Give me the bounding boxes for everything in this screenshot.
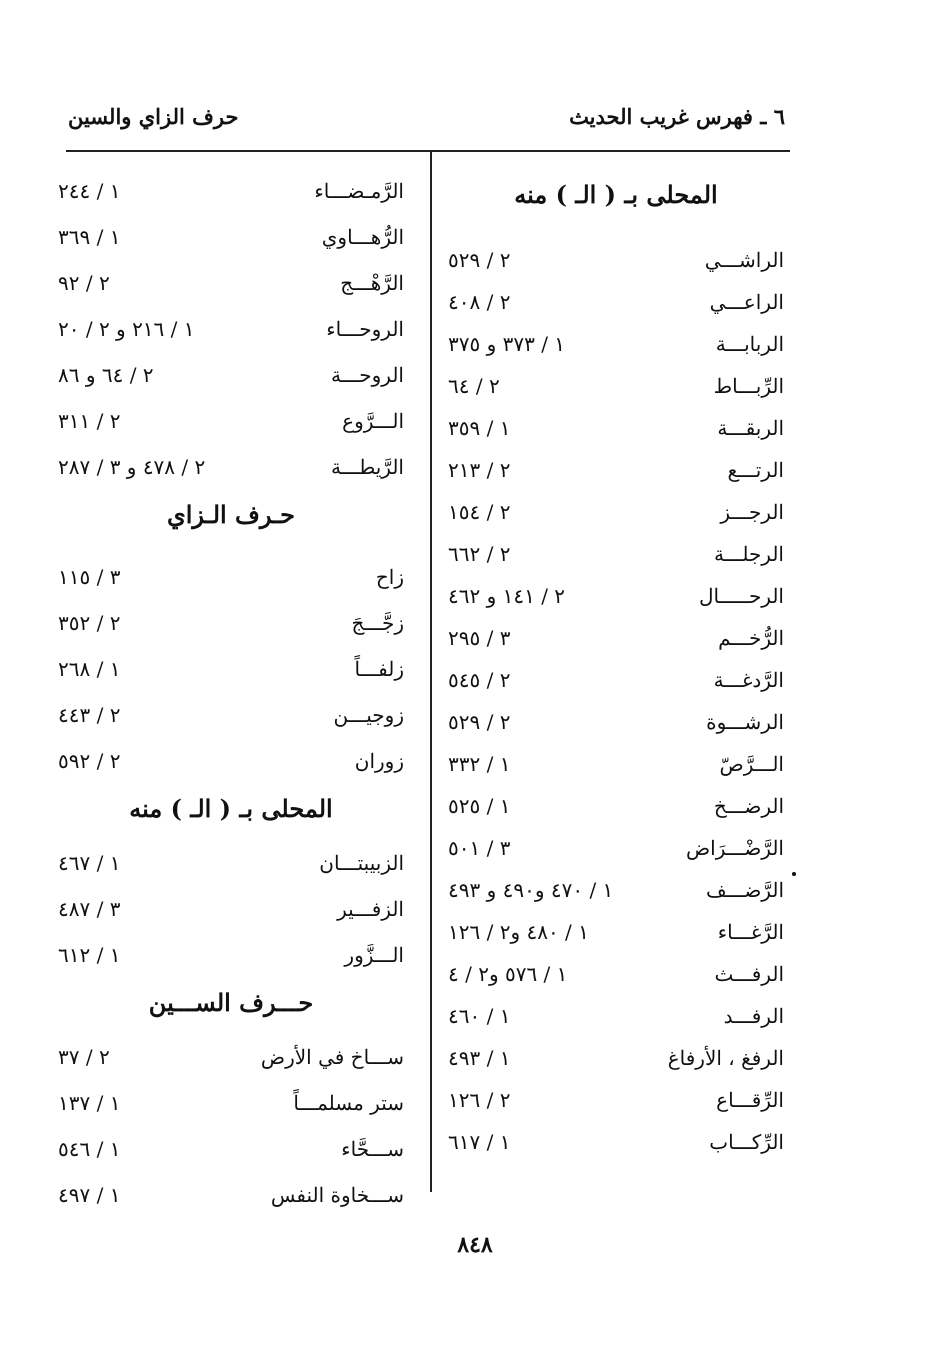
entry-reference: ١ / ٤٦٧ xyxy=(58,851,121,875)
entry-term: زاح xyxy=(375,565,404,589)
entry-term: الـــرَّصّ xyxy=(719,752,784,776)
entry-term: الـــزَّور xyxy=(344,943,404,967)
entry-term: زجَّـــجَ xyxy=(351,611,404,635)
entry-term: الرِّقـــاع xyxy=(716,1088,784,1112)
entry-reference: ٢ / ١٢٦ xyxy=(448,1088,511,1112)
entry-reference: ٢ / ٦٦٢ xyxy=(448,542,511,566)
entry-reference: ١ / ٥٤٦ xyxy=(58,1137,121,1161)
entry-reference: ٢ / ٦٤ xyxy=(448,374,500,398)
entry-reference: ١ / ٣٦٩ xyxy=(58,225,121,249)
left-entries-top xyxy=(58,168,404,490)
index-entry xyxy=(58,554,404,600)
index-entry xyxy=(448,491,784,533)
entry-term: الزفـــير xyxy=(337,897,404,921)
entry-reference: ١ / ٢٤٤ xyxy=(58,179,121,203)
entry-term: الربقـــة xyxy=(717,416,784,440)
entry-term: زوجيـــن xyxy=(333,703,404,727)
index-entry xyxy=(58,1080,404,1126)
section-title-seen: حـــرف الســـين xyxy=(148,988,314,1017)
right-column xyxy=(448,175,784,1163)
index-entry xyxy=(448,953,784,995)
entry-term: الرِّكـــاب xyxy=(709,1130,784,1154)
index-entry xyxy=(448,827,784,869)
index-entry xyxy=(58,886,404,932)
entry-reference: ٣ / ٢٩٥ xyxy=(448,626,511,650)
entry-term: الرشـــوة xyxy=(706,710,784,734)
entry-term: الرُّخـــم xyxy=(718,626,784,650)
entry-term: ستر مسلمـــاً xyxy=(293,1091,404,1115)
entry-reference: ٢ / ٣٧ xyxy=(58,1045,110,1069)
entry-term: الـــرَّوع xyxy=(342,409,404,433)
entry-term: الرضـــخ xyxy=(713,794,784,818)
entry-reference: ١ / ٥٧٦ و٢ / ٤ xyxy=(448,962,568,986)
entry-term: الراعـــي xyxy=(709,290,784,314)
entry-term: ســـخاوة النفس xyxy=(270,1183,404,1207)
entry-reference: ٢ / ٤٠٨ xyxy=(448,290,511,314)
index-entry xyxy=(58,1034,404,1080)
index-entry xyxy=(58,1126,404,1172)
index-entry xyxy=(58,692,404,738)
index-entry xyxy=(58,646,404,692)
entry-term: الراشـــي xyxy=(704,248,784,272)
index-entry xyxy=(448,659,784,701)
entry-term: الرَّهْـــج xyxy=(340,271,404,295)
running-header-left: حرف الزاي والسين xyxy=(68,104,239,129)
seen-entries-list xyxy=(58,1034,404,1218)
index-entry xyxy=(58,932,404,978)
section-title-defined: المحلى بـ ( الـ ) منه xyxy=(514,180,718,209)
entry-term: الرحـــــال xyxy=(699,584,784,608)
entry-term: الروحـــة xyxy=(330,363,404,387)
section-title-zay: حـرف الـزاي xyxy=(166,500,296,529)
entry-reference: ١ / ١٣٧ xyxy=(58,1091,121,1115)
index-entry xyxy=(58,214,404,260)
column-divider xyxy=(430,152,432,1192)
index-entry xyxy=(58,444,404,490)
entry-reference: ١ / ٤٦٠ xyxy=(448,1004,511,1028)
index-entry xyxy=(448,1037,784,1079)
index-entry xyxy=(448,575,784,617)
entry-reference: ١ / ٦١٧ xyxy=(448,1130,511,1154)
index-entry xyxy=(58,352,404,398)
entry-reference: ٢ / ٤٤٣ xyxy=(58,703,121,727)
entry-reference: ١ / ٣٥٩ xyxy=(448,416,511,440)
entry-term: الرجـــز xyxy=(720,500,784,524)
index-entry xyxy=(448,239,784,281)
entry-reference: ٢ / ١٥٤ xyxy=(448,500,511,524)
entry-term: الرَّغـــاء xyxy=(717,920,784,944)
entry-reference: ١ / ٤٧٠ و٤٩٠ و ٤٩٣ xyxy=(448,878,614,902)
index-entry xyxy=(58,306,404,352)
entry-term: الرَّدغـــة xyxy=(713,668,784,692)
index-entry xyxy=(58,168,404,214)
entry-reference: ١ / ٥٢٥ xyxy=(448,794,511,818)
entry-reference: ٢ / ٥٤٥ xyxy=(448,668,511,692)
entry-term: الرُّهـــاوي xyxy=(321,225,404,249)
index-entry xyxy=(58,1172,404,1218)
index-entry xyxy=(448,869,784,911)
index-entry xyxy=(448,701,784,743)
index-entry xyxy=(448,995,784,1037)
entry-reference: ٢ / ٣٥٢ xyxy=(58,611,121,635)
index-entry xyxy=(448,281,784,323)
index-entry xyxy=(448,911,784,953)
index-entry xyxy=(448,1121,784,1163)
entry-term: الرفـــد xyxy=(723,1004,784,1028)
entry-reference: ٢ / ٩٢ xyxy=(58,271,110,295)
entry-reference: ١ / ٢١٦ و ٢ / ٢٠ xyxy=(58,317,195,341)
entry-term: الرجلـــة xyxy=(714,542,784,566)
entry-reference: ١ / ٣٣٢ xyxy=(448,752,511,776)
index-entry xyxy=(58,600,404,646)
entry-term: الرفـــث xyxy=(714,962,784,986)
header-rule xyxy=(66,150,790,152)
entry-term: ســـحَّاء xyxy=(341,1137,404,1161)
index-entry xyxy=(58,738,404,784)
entry-term: الرِّبـــاط xyxy=(713,374,784,398)
entry-reference: ٢ / ٥٢٩ xyxy=(448,710,511,734)
entry-reference: ٣ / ٥٠١ xyxy=(448,836,511,860)
entry-reference: ١ / ٤٨٠ و٢ / ١٢٦ xyxy=(448,920,589,944)
entry-reference: ١ / ٤٩٣ xyxy=(448,1046,511,1070)
entry-reference: ٢ / ٣١١ xyxy=(58,409,121,433)
index-entry xyxy=(448,617,784,659)
entry-reference: ٢ / ٥٢٩ xyxy=(448,248,511,272)
entry-reference: ٣ / ١١٥ xyxy=(58,565,121,589)
running-header-right: ٦ ـ فهرس غريب الحديث xyxy=(569,104,785,129)
index-entry xyxy=(448,449,784,491)
entry-reference: ٣ / ٤٨٧ xyxy=(58,897,121,921)
stray-dot xyxy=(792,872,796,876)
index-entry xyxy=(448,533,784,575)
entry-term: الرفغ ، الأرفاغ xyxy=(667,1046,784,1070)
zay-defined-entries-list xyxy=(58,840,404,978)
entry-term: الرَّضْـــرَاض xyxy=(685,836,784,860)
right-entries-list xyxy=(448,239,784,1163)
entry-reference: ٢ / ٥٩٢ xyxy=(58,749,121,773)
entry-term: الزبيبتـــان xyxy=(319,851,404,875)
entry-term: ســـاخ في الأرض xyxy=(260,1045,404,1069)
entry-reference: ١ / ٢٦٨ xyxy=(58,657,121,681)
entry-term: الرَّضـــف xyxy=(706,878,784,902)
entry-term: زلفـــاً xyxy=(354,657,404,681)
entry-reference: ٢ / ٤٧٨ و ٣ / ٢٨٧ xyxy=(58,455,206,479)
index-entry xyxy=(448,1079,784,1121)
index-entry xyxy=(448,365,784,407)
index-entry xyxy=(448,407,784,449)
zay-entries-list xyxy=(58,554,404,784)
index-entry xyxy=(448,323,784,365)
index-entry xyxy=(58,840,404,886)
entry-term: الروحـــاء xyxy=(326,317,404,341)
left-column xyxy=(58,168,404,1218)
entry-term: الرَّمـضـــاء xyxy=(314,179,404,203)
entry-term: الربابـــة xyxy=(715,332,784,356)
index-entry xyxy=(58,398,404,444)
entry-reference: ٢ / ٢١٣ xyxy=(448,458,511,482)
entry-reference: ١ / ٣٧٣ و ٣٧٥ xyxy=(448,332,566,356)
page-number: ٨٤٨ xyxy=(457,1232,493,1258)
entry-term: الرتـــع xyxy=(727,458,784,482)
entry-term: زوران xyxy=(354,749,404,773)
entry-reference: ١ / ٤٩٧ xyxy=(58,1183,121,1207)
section-title-zay-defined: المحلى بـ ( الـ ) منه xyxy=(129,794,333,823)
index-entry xyxy=(58,260,404,306)
entry-reference: ٢ / ١٤١ و ٤٦٢ xyxy=(448,584,566,608)
entry-reference: ٢ / ٦٤ و ٨٦ xyxy=(58,363,154,387)
index-entry xyxy=(448,743,784,785)
entry-term: الرَّيطـــة xyxy=(331,455,404,479)
index-entry xyxy=(448,785,784,827)
entry-reference: ١ / ٦١٢ xyxy=(58,943,121,967)
